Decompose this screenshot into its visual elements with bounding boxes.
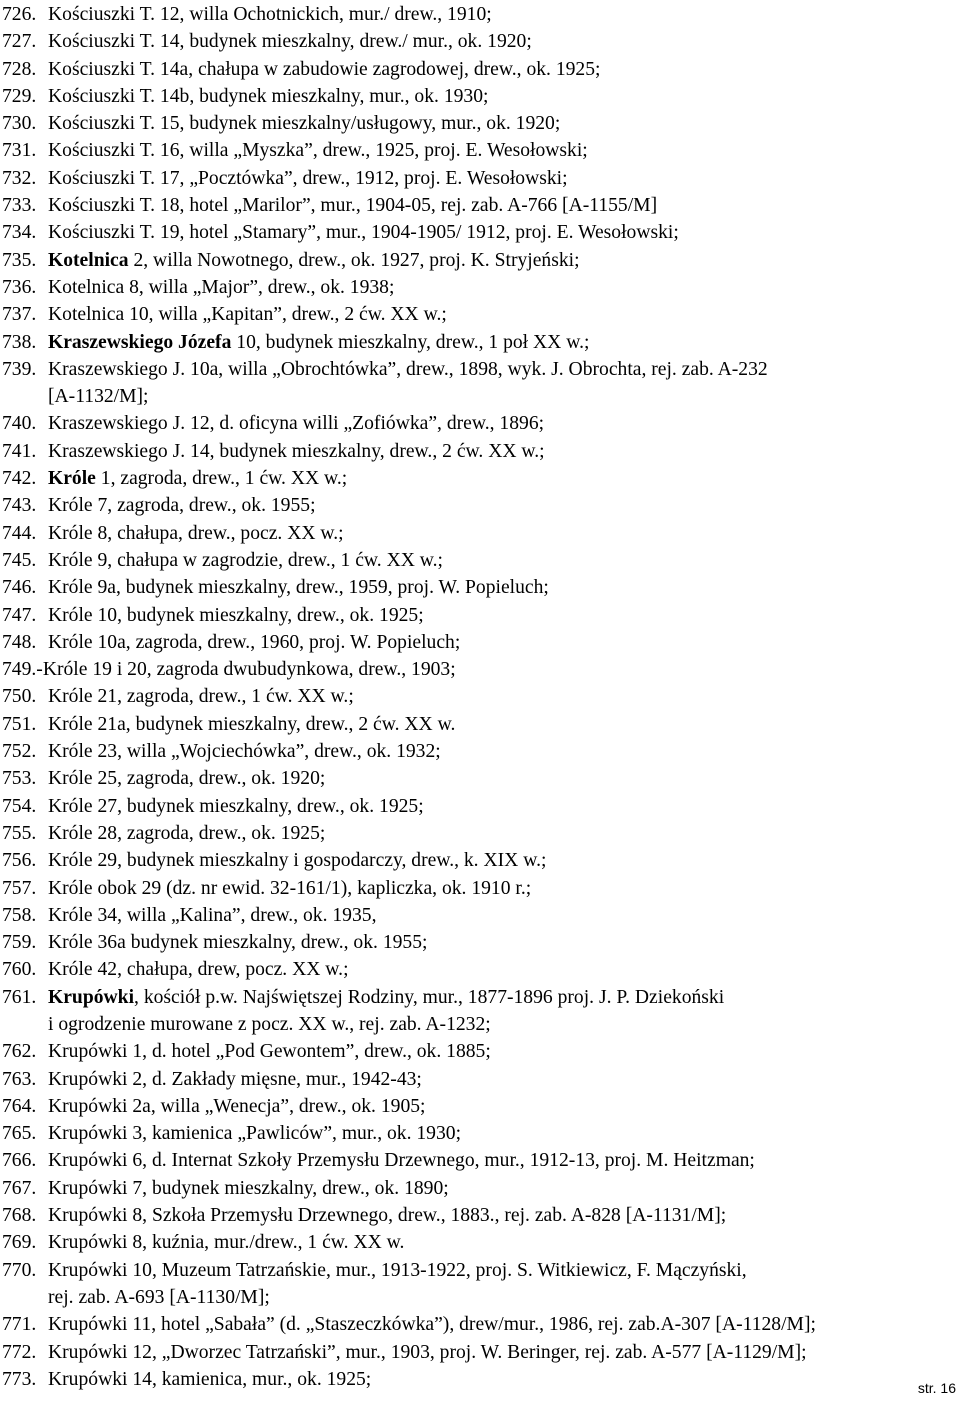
entry-description: Kraszewskiego J. 12, d. oficyna willi „Zofiówka”, drew., 1896; <box>48 413 545 435</box>
list-item <box>2 301 958 328</box>
entry-description: Krupówki 1, d. hotel „Pod Gewontem”, drew., ok. 1885; <box>48 1041 491 1063</box>
list-item <box>2 1066 958 1093</box>
entry-description: Kraszewskiego J. 10a, willa „Obrochtówka”, drew., 1898, wyk. J. Obrochta, rej. zab. A-232 <box>48 358 768 380</box>
entry-number: 729. <box>2 85 37 107</box>
list-item <box>2 929 958 956</box>
entry-description: Krupówki 2a, willa „Wenecja”, drew., ok. 1905; <box>48 1095 426 1117</box>
entry-number: 755. <box>2 822 37 844</box>
list-item <box>2 137 958 164</box>
entry-number: 740. <box>2 413 37 435</box>
entry-description: Kościuszki T. 14a, chałupa w zabudowie zagrodowej, drew., ok. 1925; <box>48 58 601 80</box>
entry-text <box>48 847 958 874</box>
list-item <box>2 820 958 847</box>
list-item <box>2 1175 958 1202</box>
entry-text <box>48 956 958 983</box>
entry-number: 751. <box>2 713 37 735</box>
entry-description: Króle 23, willa „Wojciechówka”, drew., ok. 1932; <box>48 741 441 763</box>
entry-number: 757. <box>2 877 37 899</box>
entry-number: 769. <box>2 1232 37 1254</box>
entry-text <box>48 1202 958 1229</box>
entry-text <box>48 765 958 792</box>
entry-text <box>48 602 958 629</box>
entry-text <box>48 1175 958 1202</box>
entry-text <box>48 465 958 492</box>
entry-description: Krupówki 12, „Dworzec Tatrzański”, mur., 1903, proj. W. Beringer, rej. zab. A-577 [A-1129/M]; <box>48 1341 807 1363</box>
entry-description: Króle 34, willa „Kalina”, drew., ok. 1935, <box>48 904 377 926</box>
entry-text <box>48 274 958 301</box>
entry-text <box>48 683 958 710</box>
entry-number: 735. <box>2 249 37 271</box>
entry-description: Króle 19 i 20, zagroda dwubudynkowa, drew., 1903; <box>42 659 456 681</box>
entry-number: 763. <box>2 1068 37 1090</box>
entry-description: Kościuszki T. 17, „Pocztówka”, drew., 1912, proj. E. Wesołowski; <box>48 167 568 189</box>
entry-description: Krupówki 8, Szkoła Przemysłu Drzewnego, drew., 1883., rej. zab. A-828 [A-1131/M]; <box>48 1205 727 1227</box>
list-item <box>2 28 958 55</box>
list-item <box>2 793 958 820</box>
entry-text <box>48 1038 958 1065</box>
entry-description: Krupówki 7, budynek mieszkalny, drew., ok. 1890; <box>48 1177 449 1199</box>
entry-description: Króle 21, zagroda, drew., 1 ćw. XX w.; <box>48 686 354 708</box>
entry-text <box>48 219 958 246</box>
entry-description: Krupówki 3, kamienica „Pawliców”, mur., ok. 1930; <box>48 1123 462 1145</box>
entry-description: Króle 8, chałupa, drew., pocz. XX w.; <box>48 522 344 544</box>
list-item <box>2 1202 958 1229</box>
list-item <box>2 1311 958 1338</box>
entry-text <box>48 110 958 137</box>
entry-description: 2, willa Nowotnego, drew., ok. 1927, proj. K. Stryjeński; <box>128 249 580 271</box>
entry-number: 770. <box>2 1259 37 1281</box>
entry-description: Króle obok 29 (dz. nr ewid. 32-161/1), kapliczka, ok. 1910 r.; <box>48 877 532 899</box>
entry-number: 773. <box>2 1368 37 1390</box>
entry-description: Króle 27, budynek mieszkalny, drew., ok. 1925; <box>48 795 424 817</box>
list-item <box>2 847 958 874</box>
entry-text <box>48 984 958 1039</box>
entry-continuation: i ogrodzenie murowane z pocz. XX w., rej. zab. A-1232; <box>48 1013 491 1035</box>
list-item <box>2 875 958 902</box>
entry-text <box>48 329 958 356</box>
list-item <box>2 1339 958 1366</box>
entry-text <box>48 410 958 437</box>
entry-text <box>48 793 958 820</box>
entry-text <box>48 1093 958 1120</box>
entry-text <box>48 1339 958 1366</box>
street-name: Kraszewskiego Józefa <box>48 331 232 353</box>
entry-description: Kotelnica 8, willa „Major”, drew., ok. 1938; <box>48 276 395 298</box>
list-item <box>2 329 958 356</box>
entry-text <box>48 629 958 656</box>
entry-description: Króle 7, zagroda, drew., ok. 1955; <box>48 495 316 517</box>
list-item <box>2 984 958 1039</box>
entry-number: 726. <box>2 4 37 25</box>
entry-description: Krupówki 2, d. Zakłady mięsne, mur., 1942-43; <box>48 1068 422 1090</box>
entry-number: 756. <box>2 850 37 872</box>
entry-description: Krupówki 14, kamienica, mur., ok. 1925; <box>48 1368 372 1390</box>
entry-number: 748. <box>2 631 37 653</box>
entry-description: Krupówki 6, d. Internat Szkoły Przemysłu Drzewnego, mur., 1912-13, proj. M. Heitzman; <box>48 1150 755 1172</box>
list-item <box>2 1147 958 1174</box>
list-item <box>2 410 958 437</box>
list-item <box>2 492 958 519</box>
list-item <box>2 56 958 83</box>
entry-number: 734. <box>2 222 37 244</box>
entry-text <box>48 83 958 110</box>
entry-description: Króle 29, budynek mieszkalny i gospodarczy, drew., k. XIX w.; <box>48 850 547 872</box>
entry-description: Kościuszki T. 16, willa „Myszka”, drew., 1925, proj. E. Wesołowski; <box>48 140 588 162</box>
entry-number: 744. <box>2 522 37 544</box>
entry-description: Kościuszki T. 14, budynek mieszkalny, drew./ mur., ok. 1920; <box>48 31 532 53</box>
list-item <box>2 956 958 983</box>
entry-number: 732. <box>2 167 37 189</box>
entry-number: 741. <box>2 440 37 462</box>
entry-text <box>48 711 958 738</box>
entry-description: Kościuszki T. 12, willa Ochotnickich, mur./ drew., 1910; <box>48 4 492 25</box>
entry-description: Krupówki 11, hotel „Sabała” (d. „Staszeczkówka”), drew/mur., 1986, rej. zab.A-307 [A-1128/M]; <box>48 1314 816 1336</box>
entry-description: Króle 42, chałupa, drew, pocz. XX w.; <box>48 959 349 981</box>
entry-number: 764. <box>2 1095 37 1117</box>
entry-number: 765. <box>2 1123 37 1145</box>
entry-number: 731. <box>2 140 37 162</box>
entry-description: Króle 36a budynek mieszkalny, drew., ok. 1955; <box>48 932 428 954</box>
entry-number: 739. <box>2 358 37 380</box>
entry-text <box>48 875 958 902</box>
entry-number: 758. <box>2 904 37 926</box>
entry-number: 745. <box>2 549 37 571</box>
entry-number: 738. <box>2 331 37 353</box>
entry-description: , kościół p.w. Najświętszej Rodziny, mur., 1877-1896 proj. J. P. Dziekoński <box>134 986 725 1008</box>
entry-number: 737. <box>2 304 37 326</box>
entry-description: Krupówki 8, kuźnia, mur./drew., 1 ćw. XX w. <box>48 1232 405 1254</box>
entry-description: Kraszewskiego J. 14, budynek mieszkalny, drew., 2 ćw. XX w.; <box>48 440 545 462</box>
page-number: str. 16 <box>917 1380 956 1396</box>
entry-text <box>48 1257 958 1312</box>
list-item <box>2 765 958 792</box>
list-item <box>2 547 958 574</box>
entry-text <box>48 574 958 601</box>
list-item <box>2 1120 958 1147</box>
entry-text <box>48 547 958 574</box>
entry-number: 768. <box>2 1205 37 1227</box>
entry-text <box>48 301 958 328</box>
list-item <box>2 1 958 28</box>
entry-number: 771. <box>2 1314 37 1336</box>
list-item <box>2 247 958 274</box>
entry-description: Króle 9a, budynek mieszkalny, drew., 1959, proj. W. Popieluch; <box>48 577 549 599</box>
entry-text <box>48 192 958 219</box>
entry-number: 736. <box>2 276 37 298</box>
entry-text <box>48 1147 958 1174</box>
list-item <box>2 165 958 192</box>
entry-number: 760. <box>2 959 37 981</box>
entry-number: 772. <box>2 1341 37 1363</box>
entry-description: 1, zagroda, drew., 1 ćw. XX w.; <box>95 468 348 490</box>
entry-description: 10, budynek mieszkalny, drew., 1 poł XX w.; <box>231 331 590 353</box>
list-item <box>2 1257 958 1312</box>
entry-description: Króle 25, zagroda, drew., ok. 1920; <box>48 768 326 790</box>
list-item <box>2 110 958 137</box>
entry-continuation: rej. zab. A-693 [A-1130/M]; <box>48 1286 270 1308</box>
entry-text <box>48 438 958 465</box>
entry-description: Kościuszki T. 14b, budynek mieszkalny, mur., ok. 1930; <box>48 85 489 107</box>
list-item <box>2 602 958 629</box>
entry-number: 749.- <box>2 659 43 681</box>
entry-number: 728. <box>2 58 37 80</box>
list-item <box>2 83 958 110</box>
entry-text <box>48 356 958 411</box>
entry-number: 762. <box>2 1041 37 1063</box>
entry-number: 753. <box>2 768 37 790</box>
list-item <box>2 656 958 683</box>
entry-text <box>48 902 958 929</box>
list-item <box>2 520 958 547</box>
list-item <box>2 1366 958 1393</box>
entry-text <box>48 1066 958 1093</box>
entry-continuation: [A-1132/M]; <box>48 386 149 408</box>
street-name: Kotelnica <box>48 249 129 271</box>
entry-description: Krupówki 10, Muzeum Tatrzańskie, mur., 1913-1922, proj. S. Witkiewicz, F. Mączyński, <box>48 1259 747 1281</box>
list-item <box>2 1229 958 1256</box>
entry-number: 730. <box>2 113 37 135</box>
entry-number: 742. <box>2 468 37 490</box>
list-item <box>2 574 958 601</box>
entry-text <box>48 165 958 192</box>
list-item <box>2 438 958 465</box>
entry-number: 750. <box>2 686 37 708</box>
entry-text <box>43 656 958 683</box>
entry-text <box>48 1 958 28</box>
list-item <box>2 738 958 765</box>
entry-number: 752. <box>2 741 37 763</box>
entry-number: 767. <box>2 1177 37 1199</box>
list-item <box>2 192 958 219</box>
entry-description: Króle 10, budynek mieszkalny, drew., ok. 1925; <box>48 604 424 626</box>
entry-text <box>48 492 958 519</box>
list-item <box>2 711 958 738</box>
street-name: Krupówki <box>48 986 135 1008</box>
entry-number: 754. <box>2 795 37 817</box>
entry-text <box>48 1120 958 1147</box>
list-item <box>2 1038 958 1065</box>
entry-text <box>48 1229 958 1256</box>
list-item <box>2 465 958 492</box>
entry-description: Kościuszki T. 19, hotel „Stamary”, mur., 1904-1905/ 1912, proj. E. Wesołowski; <box>48 222 679 244</box>
entry-description: Króle 10a, zagroda, drew., 1960, proj. W. Popieluch; <box>48 631 461 653</box>
entry-description: Króle 28, zagroda, drew., ok. 1925; <box>48 822 326 844</box>
entry-text <box>48 520 958 547</box>
entry-number: 746. <box>2 577 37 599</box>
entry-number: 761. <box>2 986 37 1008</box>
entry-description: Króle 9, chałupa w zagrodzie, drew., 1 ćw. XX w.; <box>48 549 443 571</box>
entry-number: 747. <box>2 604 37 626</box>
list-item <box>2 356 958 411</box>
street-name: Króle <box>48 468 96 490</box>
entry-description: Kotelnica 10, willa „Kapitan”, drew., 2 ćw. XX w.; <box>48 304 447 326</box>
list-item <box>2 683 958 710</box>
entry-description: Kościuszki T. 18, hotel „Marilor”, mur., 1904-05, rej. zab. A-766 [A-1155/M] <box>48 195 658 217</box>
list-item <box>2 219 958 246</box>
list-item <box>2 902 958 929</box>
entry-number: 727. <box>2 31 37 53</box>
entry-number: 743. <box>2 495 37 517</box>
entry-text <box>48 247 958 274</box>
entry-text <box>48 929 958 956</box>
entry-text <box>48 820 958 847</box>
entry-text <box>48 1366 958 1393</box>
entry-number: 733. <box>2 195 37 217</box>
entry-text <box>48 1311 958 1338</box>
list-item <box>2 629 958 656</box>
entry-number: 759. <box>2 932 37 954</box>
entry-description: Króle 21a, budynek mieszkalny, drew., 2 ćw. XX w. <box>48 713 456 735</box>
entry-text <box>48 28 958 55</box>
entry-number: 766. <box>2 1150 37 1172</box>
entry-list <box>2 1 958 1393</box>
entry-text <box>48 137 958 164</box>
entry-description: Kościuszki T. 15, budynek mieszkalny/usługowy, mur., ok. 1920; <box>48 113 561 135</box>
list-item <box>2 1093 958 1120</box>
entry-text <box>48 738 958 765</box>
list-item <box>2 274 958 301</box>
entry-text <box>48 56 958 83</box>
